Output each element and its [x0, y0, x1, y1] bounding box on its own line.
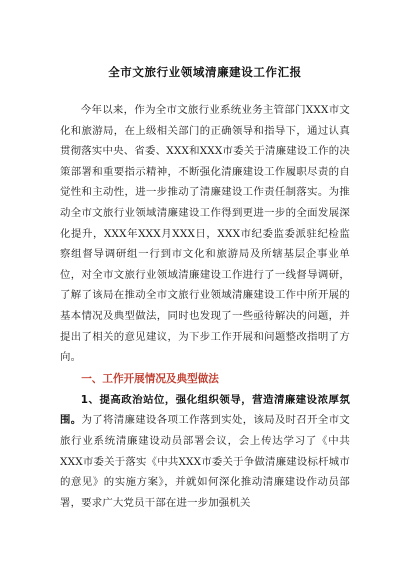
- item-paragraph: [60, 390, 350, 514]
- item-body: 为了将清廉建设各项工作落到实处，该局及时召开全市文旅行业系统清廉建设动员部署会议，会上传达学习了《中共XXX市委关于落实《中共XXX市委关于争做清廉建设标杆城市的意见》的实施方案》，并就如何深化推动清廉建设作动员部署，要求广大党员干部在进一步加强机关: [60, 414, 350, 509]
- document-title: 全市文旅行业领域清廉建设工作汇报: [108, 65, 302, 79]
- intro-paragraph: 今年以来，作为全市文旅行业系统业务主管部门XXX市文化和旅游局，在上级相关部门的正确领导和指导下，通过认真贯彻落实中央、省委、XXX和XXX市委关于清廉建设工作的决策部署和重要指示精神，不断强化清廉建设工作履职尽责的自觉性和主动性，进一步推动了清廉建设工作责任制落实。为推动全市文旅行业领域清廉建设工作得到更进一步的全面发展深化提升，XXX年XXX月XXX日，XXX市纪委监委派驻纪检监察组督导调研组一行到市文化和旅游局及所辖基层企事业单位，对全市文旅行业领域清廉建设工作进行了一线督导调研，了解了该局在推动全市文旅行业领域清廉建设工作中所开展的基本情况及典型做法，同时也发现了一些亟待解决的问题，并提出了相关的意见建议，为下步工作开展和问题整改指明了方向。: [60, 104, 350, 364]
- section-heading: 一、工作开展情况及典型做法: [81, 372, 219, 385]
- item-lead: 1、提高政治站位，强化组织领导，营造清廉建设浓厚氛围。: [60, 393, 350, 427]
